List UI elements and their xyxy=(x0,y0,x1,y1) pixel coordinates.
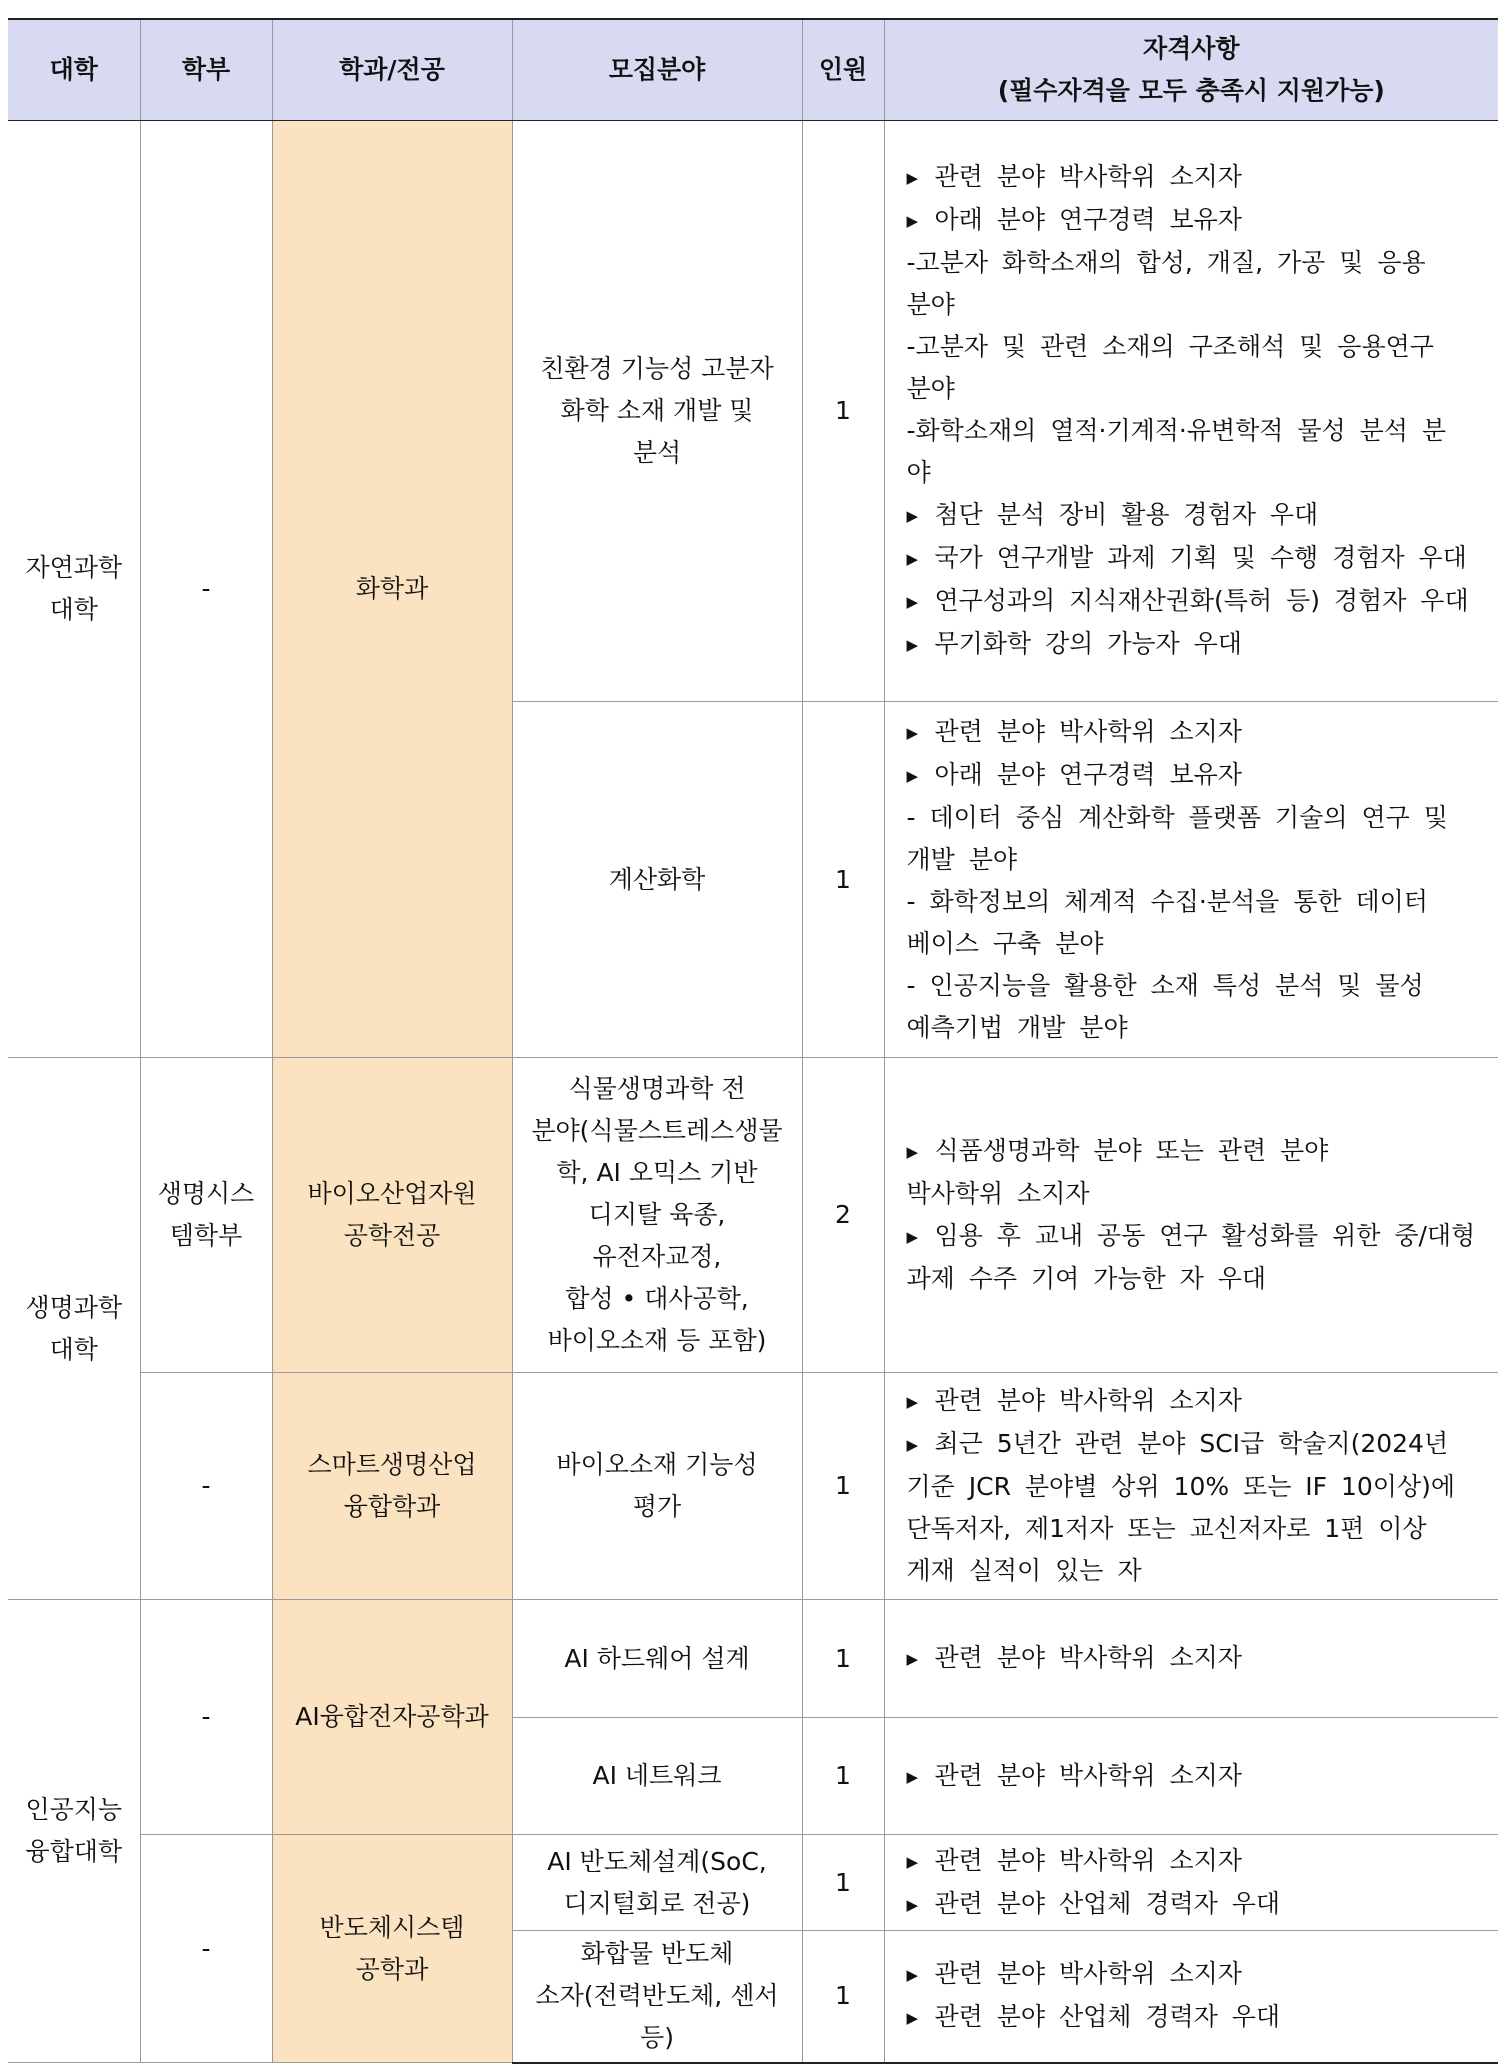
qualification-line: -화학소재의 열적·기계적·유변학적 물성 분석 분 xyxy=(906,416,1447,445)
field-line: 디지탈 육종, xyxy=(588,1200,726,1229)
field-line: 평가 xyxy=(632,1492,682,1521)
qualification-line: ▶ 식품생명과학 분야 또는 관련 분야 xyxy=(907,1130,1485,1173)
qualification-line: ▶ 국가 연구개발 과제 기획 및 수행 경험자 우대 xyxy=(907,537,1485,580)
field-line: 바이오소재 기능성 xyxy=(556,1450,758,1479)
major-cell xyxy=(272,1373,512,1600)
field-line: 소자(전력반도체, 센서 xyxy=(535,1981,779,2011)
bullet-icon: ▶ xyxy=(906,169,919,187)
qualification-cell xyxy=(884,1058,1498,1373)
division-cell: - xyxy=(140,1373,272,1600)
college-cell xyxy=(8,1058,140,1600)
field-line: 등) xyxy=(640,2023,674,2053)
field-line: 식물생명과학 전 xyxy=(568,1074,746,1103)
field-cell xyxy=(512,1058,802,1373)
qualification-line: 베이스 구축 분야 xyxy=(906,928,1104,958)
field-line: 유전자교정, xyxy=(592,1242,722,1271)
division-cell: - xyxy=(140,121,272,1058)
field-cell xyxy=(512,121,802,702)
qualification-line: ▶ 관련 분야 박사학위 소지자 xyxy=(907,711,1485,754)
field-line: 합성 • 대사공학, xyxy=(565,1284,749,1313)
qualification-line: 단독저자, 제1저자 또는 교신저자로 1편 이상 xyxy=(906,1514,1427,1543)
qualification-line: ▶ 관련 분야 박사학위 소지자 xyxy=(907,1637,1485,1680)
field-cell: AI 하드웨어 설계 xyxy=(512,1600,802,1718)
bullet-icon: ▶ xyxy=(906,507,919,525)
bullet-icon: ▶ xyxy=(906,2009,919,2028)
header-major: 학과/전공 xyxy=(272,19,512,121)
division-cell xyxy=(140,1058,272,1373)
bullet-icon: ▶ xyxy=(906,1436,919,1454)
college-name-line: 생명과학 xyxy=(25,1292,123,1322)
header-field: 모집분야 xyxy=(512,19,802,121)
count-cell: 1 xyxy=(802,1835,884,1931)
major-cell xyxy=(272,1835,512,2063)
qualification-line: ▶ 무기화학 강의 가능자 우대 xyxy=(907,623,1485,666)
bullet-icon: ▶ xyxy=(906,593,919,611)
bullet-icon: ▶ xyxy=(906,766,919,785)
qualification-line: 기준 JCR 분야별 상위 10% 또는 IF 10이상)에 xyxy=(906,1472,1456,1501)
college-name-line: 대학 xyxy=(49,595,98,624)
field-line: 바이오소재 등 포함) xyxy=(547,1326,767,1355)
qualification-line: ▶ 관련 분야 박사학위 소지자 xyxy=(907,1840,1485,1883)
qualification-line: ▶ 최근 5년간 관련 분야 SCI급 학술지(2024년 xyxy=(907,1423,1485,1466)
college-cell xyxy=(8,1600,140,2063)
header-division: 학부 xyxy=(140,19,272,121)
header-qualifications xyxy=(884,19,1498,121)
major-cell xyxy=(272,1058,512,1373)
count-cell: 1 xyxy=(802,1600,884,1718)
count-cell: 1 xyxy=(802,702,884,1058)
field-line: 친환경 기능성 고분자 xyxy=(540,354,774,383)
table-row xyxy=(8,1058,1498,1373)
count-cell: 1 xyxy=(802,1931,884,2063)
major-line: 융합학과 xyxy=(343,1492,441,1521)
header-qualifications-title: 자격사항 xyxy=(1142,34,1240,63)
table-row xyxy=(8,1600,1498,1718)
college-cell xyxy=(8,121,140,1058)
field-line: 화합물 반도체 xyxy=(580,1939,734,1969)
division-line: 생명시스 xyxy=(157,1179,255,1208)
recruitment-table xyxy=(8,18,1498,2064)
bullet-icon: ▶ xyxy=(906,723,919,742)
qualification-line: 개발 분야 xyxy=(906,844,1018,874)
bullet-icon: ▶ xyxy=(906,1895,919,1914)
major-line: 공학과 xyxy=(355,1954,429,1984)
qualification-line: 야 xyxy=(906,458,931,487)
division-cell: - xyxy=(140,1835,272,2063)
major-line: 스마트생명산업 xyxy=(307,1450,477,1479)
field-line: 분석 xyxy=(632,438,682,467)
qualification-cell xyxy=(884,1373,1498,1600)
qualification-line: ▶ 관련 분야 박사학위 소지자 xyxy=(907,156,1485,199)
field-line: AI 반도체설계(SoC, xyxy=(547,1846,767,1876)
qualification-line: ▶ 관련 분야 박사학위 소지자 xyxy=(907,1953,1485,1996)
field-cell xyxy=(512,1931,802,2063)
qualification-line: - 데이터 중심 계산화학 플랫폼 기술의 연구 및 xyxy=(906,802,1448,832)
qualification-line: 과제 수주 기여 가능한 자 우대 xyxy=(906,1264,1267,1293)
bullet-icon: ▶ xyxy=(906,1143,919,1161)
major-line: 바이오산업자원 xyxy=(307,1179,477,1208)
major-line: 공학전공 xyxy=(343,1221,441,1250)
field-line: 학, AI 오믹스 기반 xyxy=(556,1158,758,1187)
qualification-cell xyxy=(884,702,1498,1058)
qualification-line: 분야 xyxy=(906,374,955,403)
field-cell xyxy=(512,1373,802,1600)
major-cell: AI융합전자공학과 xyxy=(272,1600,512,1835)
qualification-line: ▶ 아래 분야 연구경력 보유자 xyxy=(907,754,1485,797)
bullet-icon: ▶ xyxy=(906,1228,919,1246)
field-line: 분야(식물스트레스생물 xyxy=(531,1116,783,1145)
count-cell: 1 xyxy=(802,1718,884,1835)
division-cell: - xyxy=(140,1600,272,1835)
count-cell: 1 xyxy=(802,121,884,702)
college-name-line: 자연과학 xyxy=(25,553,123,582)
qualification-line: ▶ 첨단 분석 장비 활용 경험자 우대 xyxy=(907,494,1485,537)
qualification-line: 박사학위 소지자 xyxy=(906,1179,1090,1208)
bullet-icon: ▶ xyxy=(906,550,919,568)
table-row xyxy=(8,1835,1498,1931)
college-name-line: 대학 xyxy=(49,1334,98,1364)
qualification-line: ▶ 임용 후 교내 공동 연구 활성화를 위한 중/대형 xyxy=(907,1215,1485,1258)
header-college: 대학 xyxy=(8,19,140,121)
qualification-line: 게재 실적이 있는 자 xyxy=(906,1556,1142,1585)
bullet-icon: ▶ xyxy=(906,1393,919,1411)
major-line: 반도체시스템 xyxy=(319,1912,465,1942)
qualification-line: -고분자 및 관련 소재의 구조해석 및 응용연구 xyxy=(906,332,1434,361)
header-qualifications-note: (필수자격을 모두 충족시 지원가능) xyxy=(997,76,1385,105)
bullet-icon: ▶ xyxy=(906,636,919,654)
division-line: 템학부 xyxy=(169,1221,243,1250)
table-row xyxy=(8,121,1498,702)
college-name-line: 인공지능 xyxy=(25,1795,123,1824)
field-line: 화학 소재 개발 및 xyxy=(560,396,754,425)
qualification-line: ▶ 관련 분야 박사학위 소지자 xyxy=(907,1380,1485,1423)
header-row xyxy=(8,19,1498,121)
field-line: 디지털회로 전공) xyxy=(563,1888,751,1918)
bullet-icon: ▶ xyxy=(906,1767,919,1786)
bullet-icon: ▶ xyxy=(906,1852,919,1871)
qualification-line: ▶ 연구성과의 지식재산권화(특허 등) 경험자 우대 xyxy=(907,580,1485,623)
bullet-icon: ▶ xyxy=(906,1650,919,1668)
recruitment-table-wrapper xyxy=(8,18,1498,2064)
qualification-line: ▶ 관련 분야 산업체 경력자 우대 xyxy=(907,1996,1485,2039)
field-cell: AI 네트워크 xyxy=(512,1718,802,1835)
qualification-line: -고분자 화학소재의 합성, 개질, 가공 및 응용 xyxy=(906,248,1426,277)
qualification-line: 분야 xyxy=(906,290,955,319)
qualification-line: ▶ 관련 분야 산업체 경력자 우대 xyxy=(907,1883,1485,1926)
qualification-line: - 화학정보의 체계적 수집·분석을 통한 데이터 xyxy=(906,886,1428,916)
header-count: 인원 xyxy=(802,19,884,121)
qualification-cell xyxy=(884,1718,1498,1835)
qualification-cell xyxy=(884,121,1498,702)
qualification-cell xyxy=(884,1931,1498,2063)
qualification-cell xyxy=(884,1835,1498,1931)
qualification-cell xyxy=(884,1600,1498,1718)
field-cell xyxy=(512,1835,802,1931)
college-name-line: 융합대학 xyxy=(25,1837,123,1866)
qualification-line: - 인공지능을 활용한 소재 특성 분석 및 물성 xyxy=(906,970,1424,1000)
qualification-line: ▶ 아래 분야 연구경력 보유자 xyxy=(907,199,1485,242)
qualification-line: 예측기법 개발 분야 xyxy=(906,1012,1128,1042)
count-cell: 2 xyxy=(802,1058,884,1373)
count-cell: 1 xyxy=(802,1373,884,1600)
bullet-icon: ▶ xyxy=(906,212,919,230)
bullet-icon: ▶ xyxy=(906,1966,919,1985)
table-row xyxy=(8,1373,1498,1600)
qualification-line: ▶ 관련 분야 박사학위 소지자 xyxy=(907,1755,1485,1798)
field-cell: 계산화학 xyxy=(512,702,802,1058)
major-cell: 화학과 xyxy=(272,121,512,1058)
